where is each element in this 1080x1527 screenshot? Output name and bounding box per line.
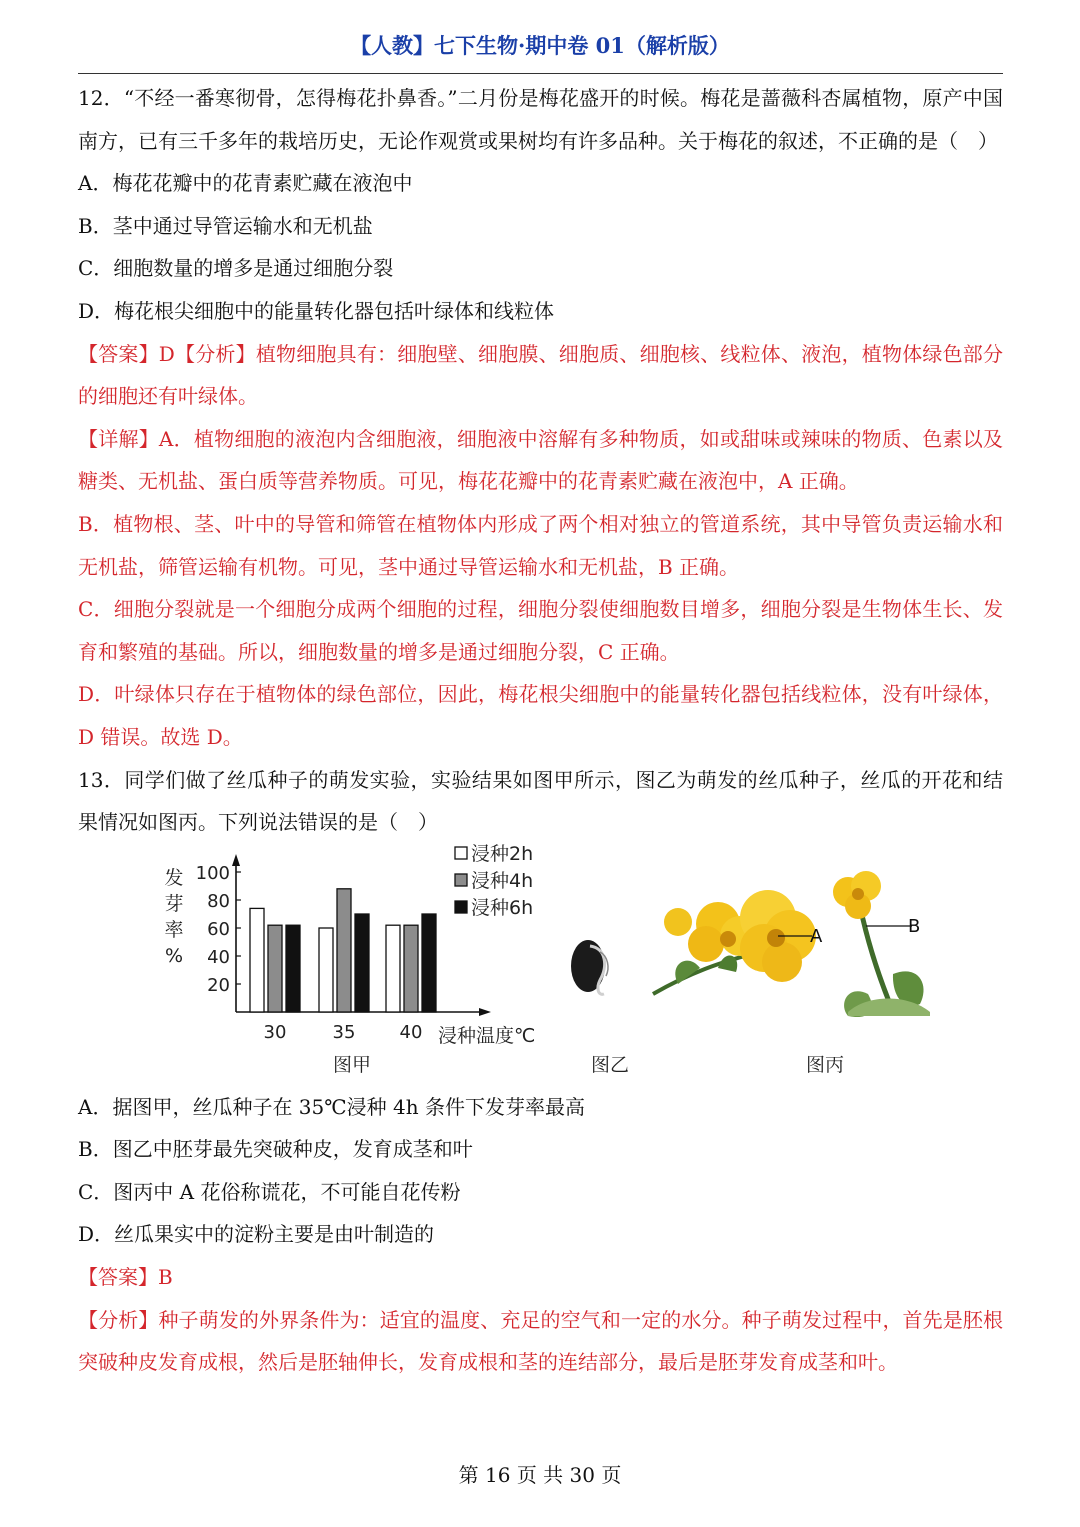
q12-option-a: A．梅花花瓣中的花青素贮藏在液泡中 [78, 171, 413, 196]
bar-40-0 [386, 925, 400, 1012]
legend-swatch [455, 847, 467, 859]
y-axis-label-char: 芽 [164, 892, 184, 915]
y-axis-label-char: 发 [164, 866, 184, 889]
leaf-icon [718, 955, 737, 971]
legend-swatch [455, 874, 467, 886]
y-axis-arrow [232, 854, 240, 866]
bars [250, 888, 436, 1011]
header-divider [78, 73, 1003, 74]
legend-label: 浸种6h [471, 896, 534, 919]
x-tick-labels [264, 1022, 423, 1043]
legend-swatch [455, 901, 467, 913]
figure-svg [78, 844, 1003, 1086]
label-a: A [810, 925, 823, 947]
flower-b [833, 871, 881, 919]
bar-40-1 [404, 925, 418, 1012]
label-b: B [908, 915, 921, 937]
x-axis-arrow [479, 1008, 491, 1016]
caption-yi: 图乙 [590, 1053, 630, 1076]
germination-chart [164, 844, 535, 1076]
q12-option-c: C．细胞数量的增多是通过细胞分裂 [78, 256, 394, 281]
legend-label: 浸种4h [471, 869, 534, 892]
legend-label: 浸种2h [471, 843, 534, 865]
page-footer: 第 16 页 共 30 页 [458, 1463, 622, 1487]
x-tick-label: 40 [399, 1021, 423, 1043]
q12-option-d: D．梅花根尖细胞中的能量转化器包括叶绿体和线粒体 [78, 298, 555, 323]
q12-detail-c: C．细胞分裂就是一个细胞分成两个细胞的过程，细胞分裂使细胞数目增多，细胞分裂是生物体生长、发育和繁殖的基础。所以，细胞数量的增多是通过细胞分裂，C 正确。 [78, 597, 1003, 664]
flower-b-stem [860, 906, 890, 1004]
q12-detail-d: D．叶绿体只存在于植物体的绿色部位，因此，梅花根尖细胞中的能量转化器包括线粒体，没有叶绿体，D 错误。故选 D。 [78, 682, 1003, 749]
flower-illustration [653, 871, 930, 1076]
y-tick-label: 100 [195, 862, 230, 884]
y-tick-label: 60 [207, 918, 230, 940]
y-tick-label: 80 [207, 890, 230, 912]
seed-illustration [571, 940, 629, 1076]
bar-35-0 [319, 928, 333, 1012]
bar-40-2 [422, 914, 436, 1012]
y-tick-labels [196, 863, 241, 996]
x-axis-label: 浸种温度℃ [438, 1024, 536, 1047]
q12-stem: 12．“不经一番寒彻骨，怎得梅花扑鼻香。”二月份是梅花盛开的时候。梅花是蔷薇科杏属植物，原产中国南方，已有三千多年的栽培历史，无论作观赏或果树均有许多品种。关于梅花的叙述，不正确的是（ ） [78, 86, 1003, 153]
q13-figure [78, 844, 1003, 1086]
y-tick-label: 20 [207, 974, 230, 996]
q12-detail-b: B．植物根、茎、叶中的导管和筛管在植物体内形成了两个相对独立的管道系统，其中导管负责运输水和无机盐，筛管运输有机物。可见，茎中通过导管运输水和无机盐，B 正确。 [78, 511, 1003, 579]
bar-30-1 [268, 925, 282, 1012]
bar-35-1 [337, 888, 351, 1011]
page-body [78, 77, 1003, 1384]
q12-answer-analysis: 【答案】D【分析】植物细胞具有：细胞壁、细胞膜、细胞质、细胞核、线粒体、液泡，植物体绿色部分的细胞还有叶绿体。 [78, 341, 1003, 409]
bar-30-0 [250, 908, 264, 1012]
q13-answer: 【答案】B [78, 1265, 173, 1290]
x-tick-label: 30 [263, 1021, 287, 1043]
y-axis-label-char: % [164, 944, 184, 967]
caption-jia: 图甲 [332, 1053, 372, 1076]
q13-option-c: C．图丙中 A 花俗称谎花，不可能自花传粉 [78, 1179, 461, 1204]
bar-30-2 [286, 925, 300, 1012]
q13-stem: 13．同学们做了丝瓜种子的萌发实验，实验结果如图甲所示，图乙为萌发的丝瓜种子，丝瓜的开花和结果情况如图丙。下列说法错误的是（ ） [78, 767, 1003, 835]
chart-legend [455, 844, 533, 919]
y-axis-label-char: 率 [164, 918, 184, 941]
q12-detail-a: 【详解】A．植物细胞的液泡内含细胞液，细胞液中溶解有多种物质，如或甜味或辣味的物质、色素以及糖类、无机盐、蛋白质等营养物质。可见，梅花花瓣中的花青素贮藏在液泡中，A 正确。 [78, 426, 1003, 494]
page-header: 【人教】七下生物·期中卷 01（解析版） [350, 33, 730, 58]
q13-analysis: 【分析】种子萌发的外界条件为：适宜的温度、充足的空气和一定的水分。种子萌发过程中，首先是胚根突破种皮发育成根，然后是胚轴伸长，发育成根和茎的连结部分，最后是胚芽发育成茎和叶。 [78, 1307, 1003, 1375]
q13-option-a: A．据图甲，丝瓜种子在 35℃浸种 4h 条件下发芽率最高 [78, 1094, 585, 1119]
x-tick-label: 35 [332, 1021, 356, 1043]
y-tick-label: 40 [207, 946, 230, 968]
q13-option-b: B．图乙中胚芽最先突破种皮，发育成茎和叶 [78, 1137, 473, 1162]
q12-option-b: B．茎中通过导管运输水和无机盐 [78, 213, 373, 238]
bar-35-2 [355, 914, 369, 1012]
q13-option-d: D．丝瓜果实中的淀粉主要是由叶制造的 [78, 1222, 435, 1247]
caption-bing: 图丙 [805, 1053, 845, 1076]
y-axis-label [164, 867, 183, 967]
